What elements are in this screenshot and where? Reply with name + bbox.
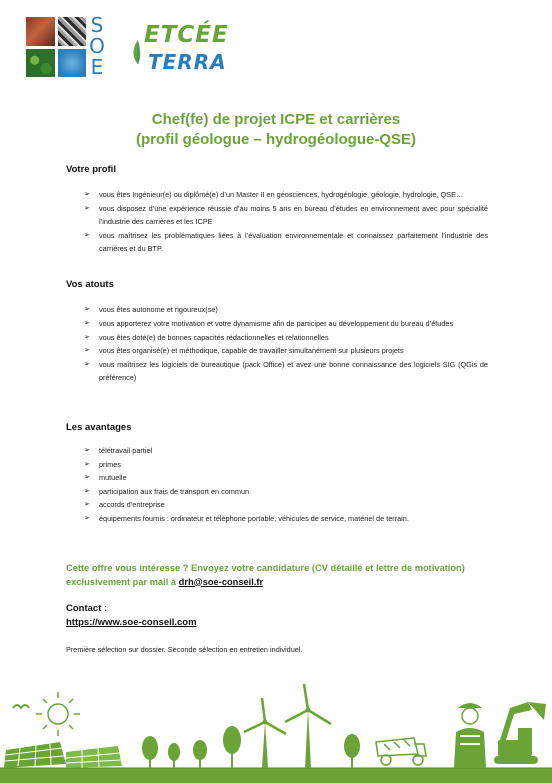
bullet-arrow-icon: ➢ (84, 460, 90, 468)
list-item-text: primes (99, 459, 121, 469)
soe-logo (26, 13, 105, 79)
excavator-icon (494, 702, 546, 764)
footer-illustration-svg (0, 680, 552, 783)
section-heading-atouts: Vos atouts (66, 279, 114, 290)
job-title (0, 110, 552, 150)
bullet-arrow-icon: ➢ (84, 306, 90, 313)
avantages-list (84, 445, 488, 527)
bullet-arrow-icon: ➢ (84, 514, 90, 522)
list-item (84, 304, 488, 316)
soe-letter: O (89, 34, 105, 58)
list-item-text: vous apporterez votre motivation et votre dynamisme afin de participer au développement du bureau d’études (99, 318, 454, 328)
section-heading-profil: Votre profil (66, 164, 116, 175)
list-item (84, 318, 488, 330)
email-link[interactable]: drh@soe-conseil.fr (178, 576, 264, 587)
bullet-arrow-icon: ➢ (84, 347, 90, 355)
soe-letter: S (90, 13, 104, 37)
list-item (84, 203, 488, 228)
soe-letter: E (90, 55, 104, 79)
bullet-arrow-icon: ➢ (84, 205, 90, 213)
solar-panels-icon (4, 742, 122, 768)
list-item-text: équipements fournis : ordinateur et téléphone portable, véhicules de service, matériel de terrain. (99, 513, 409, 523)
list-item (84, 486, 488, 498)
bullet-arrow-icon: ➢ (84, 474, 90, 482)
website-link[interactable]: https://www.soe-conseil.com (66, 617, 197, 628)
list-item-text: accords d’entreprise (99, 500, 165, 510)
soe-logo-letters (89, 15, 105, 78)
bird-icon (13, 705, 29, 708)
application-call-to-action (66, 562, 506, 589)
list-item-text: vous maîtrisez les logiciels de bureautique (pack Office) et avez une bonne connaissance des logiciels SIG (QGis de préférence) (99, 360, 488, 382)
header (0, 0, 552, 90)
list-item-text: vous êtes organisé(e) et méthodique, capable de travailler simultanément sur plusieurs projets (99, 346, 404, 356)
contact-label: Contact : (66, 603, 108, 614)
bullet-arrow-icon: ➢ (84, 232, 90, 240)
list-item (84, 189, 488, 201)
etcee-logo-top: ETCÉE (144, 22, 229, 48)
soe-tile-water (58, 49, 87, 78)
soe-tile-earth (26, 17, 55, 46)
list-item-text: télétravail partiel (99, 446, 153, 455)
section-heading-avantages: Les avantages (66, 422, 132, 433)
construction-worker-icon (454, 703, 486, 768)
trees-icon (142, 726, 360, 768)
cta-text: Cette offre vous intéresse ? Envoyez votre candidature (CV détaillé et lettre de motivation) exclusivement par mail à (66, 563, 465, 587)
list-item (84, 345, 488, 357)
bullet-arrow-icon: ➢ (84, 501, 90, 509)
list-item (84, 230, 488, 255)
list-item-text: participation aux frais de transport en commun (99, 486, 250, 496)
bullet-arrow-icon: ➢ (84, 361, 90, 369)
list-item (84, 513, 488, 525)
dump-truck-icon (376, 738, 426, 765)
etcee-terra-logo (130, 22, 229, 78)
list-item-text: vous êtes doté(e) de bonnes capacités rédactionnelles et relationnelles (99, 332, 329, 342)
list-item-text: vous êtes autonome et rigoureux(se) (99, 305, 218, 314)
list-item-text: vous maîtrisez les problématiques liées à l’évaluation environnementale et connaissez parfaitement l’industrie des carrières et du BTP. (99, 231, 488, 253)
wind-turbine-icon (244, 684, 331, 768)
soe-tile-rock (58, 17, 87, 46)
list-item (84, 445, 488, 457)
list-item (84, 499, 488, 511)
list-item (84, 332, 488, 344)
list-item-text: vous disposez d’une expérience réussie d’au moins 5 ans en bureau d’études en environnement avec pour spécialité l’industrie des carrières et les ICPE (99, 204, 488, 226)
bullet-arrow-icon: ➢ (84, 447, 90, 454)
job-title-line2: (profil géologue – hydrogéologue-QSE) (136, 131, 416, 148)
list-item (84, 472, 488, 484)
list-item (84, 359, 488, 384)
job-title-line1: Chef(fe) de projet ICPE et carrières (151, 111, 401, 128)
footer-illustration (0, 680, 552, 783)
bullet-arrow-icon: ➢ (84, 487, 90, 495)
profil-list (84, 189, 488, 257)
selection-note: Première sélection sur dossier. Seconde sélection en entretien individuel. (66, 645, 303, 654)
atouts-list (84, 304, 488, 385)
soe-tile-vegetation (26, 49, 55, 78)
ground-band (0, 768, 552, 783)
etcee-logo-bottom: TERRA (148, 50, 227, 74)
sun-icon (36, 692, 80, 736)
soe-logo-tiles (26, 17, 86, 77)
bullet-arrow-icon: ➢ (84, 333, 90, 341)
list-item-text: vous êtes Ingénieur(e) ou diplômé(e) d’un Master II en géosciences, hydrogéologie, géologie, hydrologie, QSE… (99, 190, 464, 199)
list-item (84, 459, 488, 471)
bullet-arrow-icon: ➢ (84, 191, 90, 198)
bullet-arrow-icon: ➢ (84, 319, 90, 327)
list-item-text: mutuelle (99, 473, 127, 483)
